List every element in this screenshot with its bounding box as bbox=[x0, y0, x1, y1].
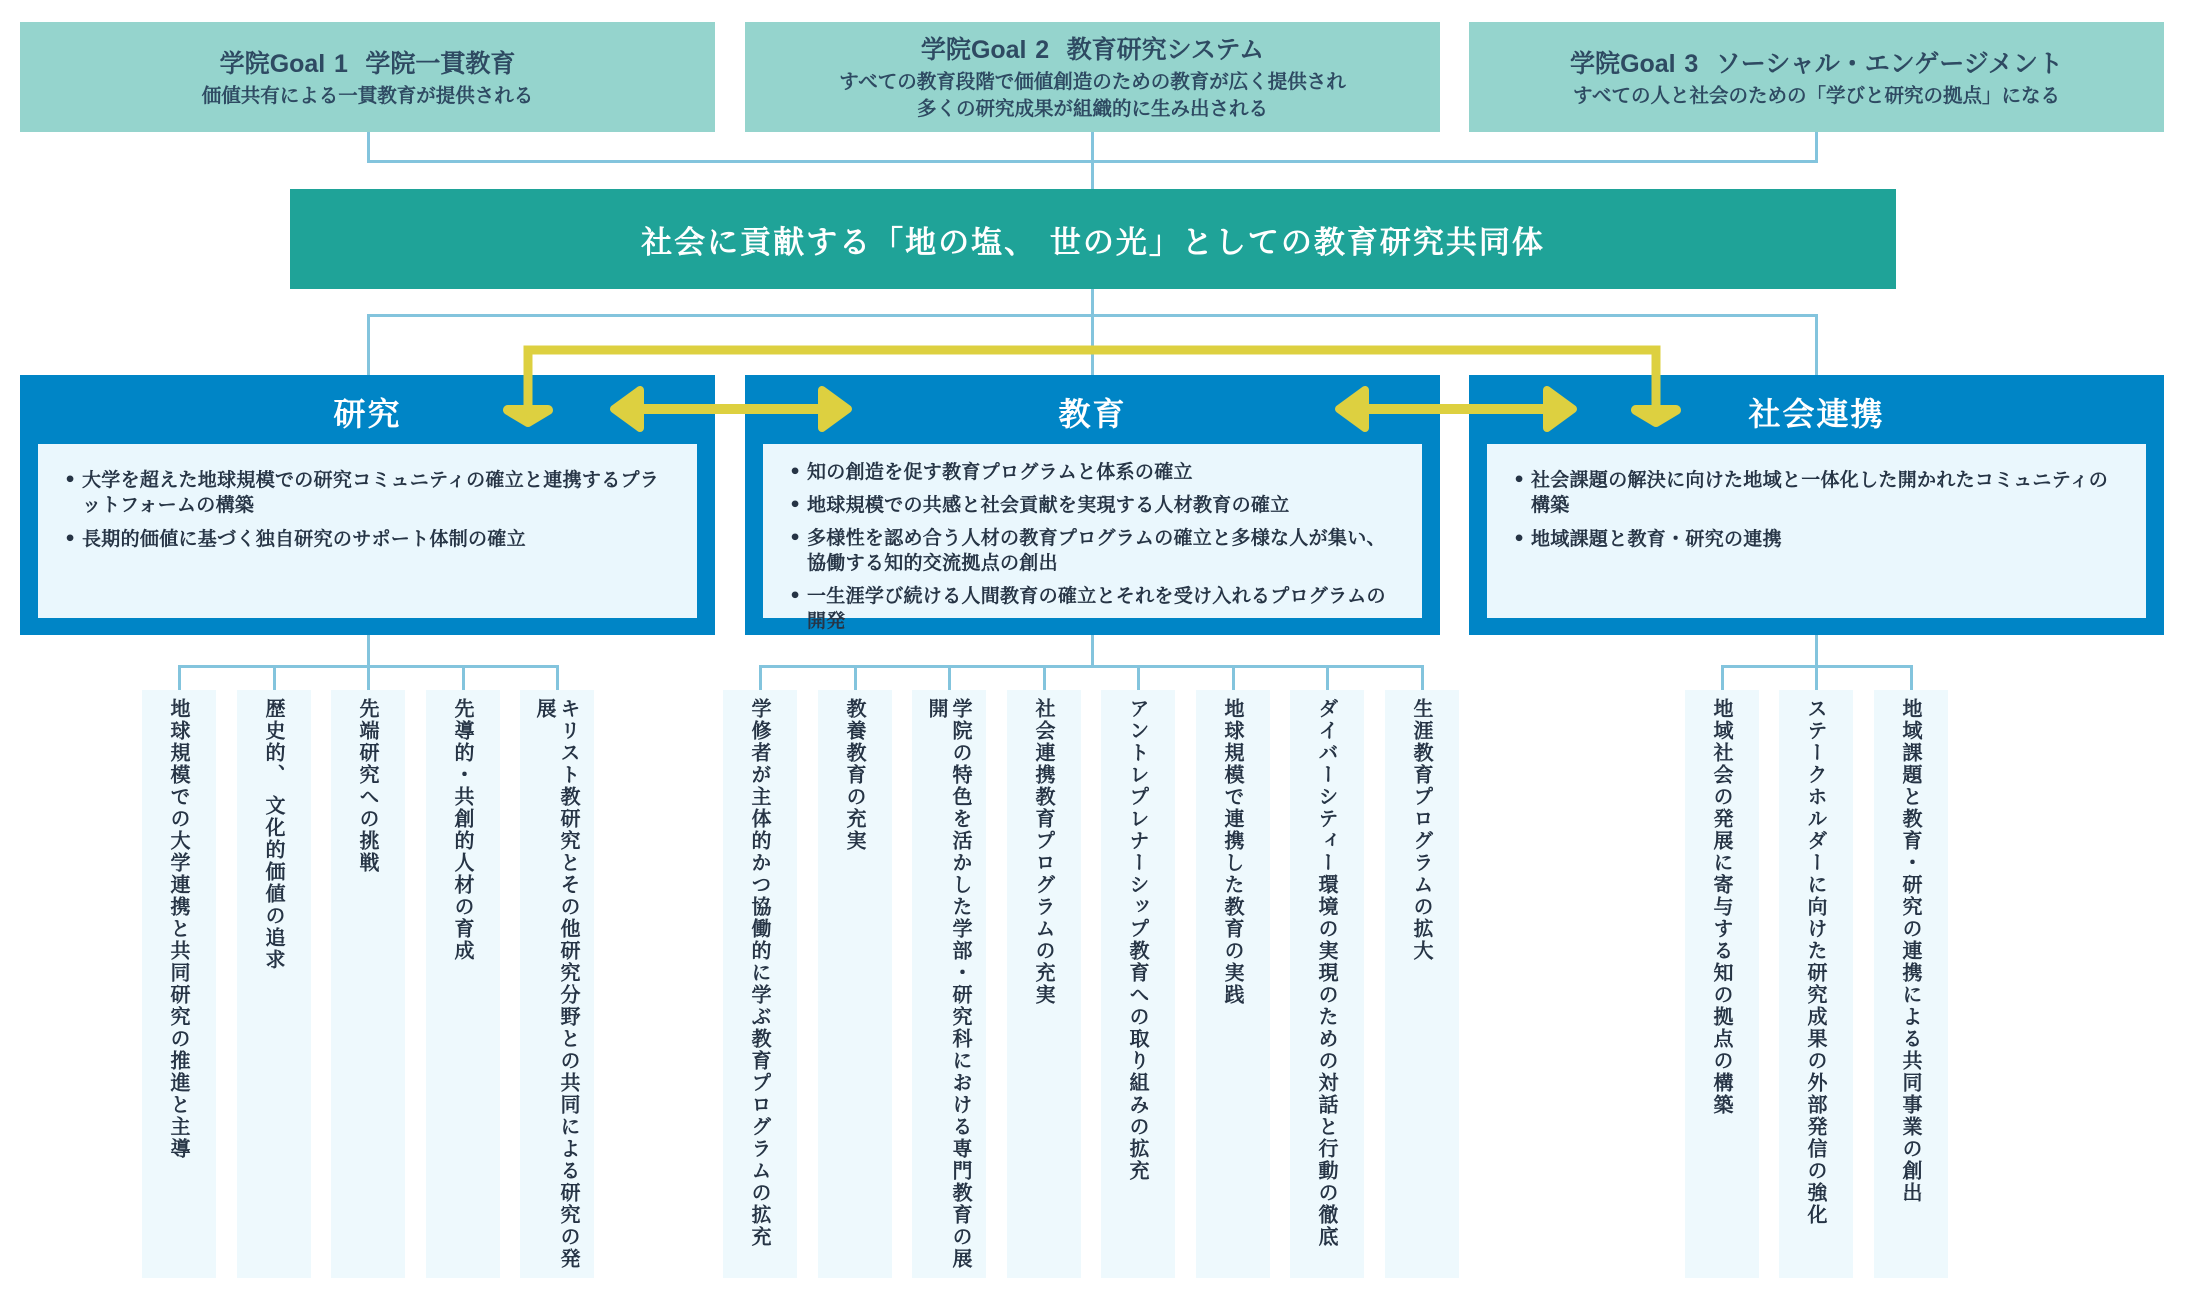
goal-2-prefix: 学院 bbox=[920, 35, 971, 64]
goal-2-name: 教育研究システム bbox=[1066, 35, 1265, 64]
goal-1-number: 1 bbox=[333, 49, 348, 78]
education-column-4 bbox=[1007, 690, 1081, 1278]
list-item: • 長期的価値に基づく独自研究のサポート体制の確立 bbox=[82, 527, 673, 552]
column-text: 地球規模での大学連携と共同研究の推進と主導 bbox=[167, 698, 191, 1160]
pillar-social-engagement-title: 社会連携 bbox=[1748, 395, 1885, 433]
column-text: 地域社会の発展に寄与する知の拠点の構築 bbox=[1710, 698, 1734, 1116]
research-column-1 bbox=[142, 690, 216, 1278]
column-text: 歴史的、 文化的価値の追求 bbox=[262, 698, 286, 971]
research-column-5 bbox=[520, 690, 594, 1278]
social-column-2 bbox=[1779, 690, 1853, 1278]
list-item: • 地球規模での共感と社会貢献を実現する人材教育の確立 bbox=[807, 493, 1398, 518]
column-text: 先導的・共創的人材の育成 bbox=[451, 698, 475, 962]
goal-3-prefix: 学院 bbox=[1570, 48, 1621, 78]
education-column-6 bbox=[1196, 690, 1270, 1278]
goal-2-number: 2 bbox=[1035, 36, 1050, 64]
research-column-4 bbox=[426, 690, 500, 1278]
education-column-2 bbox=[818, 690, 892, 1278]
list-item: • 一生涯学び続ける人間教育の確立とそれを受け入れるプログラムの開発 bbox=[807, 584, 1398, 634]
list-item: • 地域課題と教育・研究の連携 bbox=[1531, 527, 2122, 552]
column-text: アントレプレナーシップ教育への取り組みの拡充 bbox=[1126, 698, 1150, 1182]
goal-3-label: Goal bbox=[1620, 49, 1676, 78]
goal-1-prefix: 学院 bbox=[219, 48, 270, 78]
column-text: 生涯教育プログラムの拡大 bbox=[1410, 698, 1434, 962]
goal-2-label: Goal bbox=[970, 36, 1027, 64]
column-text: 地球規模で連携した教育の実践 bbox=[1221, 698, 1245, 1006]
pillar-education-title: 教育 bbox=[1058, 395, 1127, 433]
education-column-8 bbox=[1385, 690, 1459, 1278]
column-text: 学院の特色を活かした学部・研究科における専門教育の展開 bbox=[925, 698, 973, 1270]
arrowhead-down-icon bbox=[1636, 410, 1676, 422]
column-text: 教養教育の充実 bbox=[843, 698, 867, 852]
education-column-1 bbox=[723, 690, 797, 1278]
goal-1-label: Goal bbox=[269, 49, 326, 78]
goal-2-description-line-1: すべての教育段階で価値創造のための教育が広く提供され bbox=[839, 70, 1346, 93]
goal-3-number: 3 bbox=[1684, 49, 1699, 78]
list-item: • 社会課題の解決に向けた地域と一体化した開かれたコミュニティの構築 bbox=[1531, 468, 2122, 518]
column-text: 先端研究への挑戦 bbox=[356, 698, 380, 874]
list-item: • 多様性を認め合う人材の教育プログラムの確立と多様な人が集い、協働する知的交流拠点の創出 bbox=[807, 526, 1398, 576]
column-text: 学修者が主体的かつ協働的に学ぶ教育プログラムの拡充 bbox=[748, 698, 772, 1248]
education-column-7 bbox=[1290, 690, 1364, 1278]
double-arrow-icon bbox=[614, 390, 848, 428]
goal-3-name: ソーシャル・エンゲージメント bbox=[1715, 48, 2063, 78]
arrowhead-down-icon bbox=[508, 410, 548, 422]
column-text: 社会連携教育プログラムの充実 bbox=[1032, 698, 1056, 1006]
list-item: • 大学を超えた地球規模での研究コミュニティの確立と連携するプラットフォームの構築 bbox=[82, 468, 673, 518]
column-text: ステークホルダーに向けた研究成果の外部発信の強化 bbox=[1804, 698, 1828, 1226]
education-column-3 bbox=[912, 690, 986, 1278]
column-text: 地域課題と教育・研究の連携による共同事業の創出 bbox=[1899, 698, 1923, 1204]
social-column-1 bbox=[1685, 690, 1759, 1278]
goal-1-name: 学院一貫教育 bbox=[365, 48, 516, 78]
research-column-3 bbox=[331, 690, 405, 1278]
mission-banner: 社会に貢献する「地の塩、 世の光」としての教育研究共同体 bbox=[290, 189, 1896, 289]
research-column-2 bbox=[237, 690, 311, 1278]
goal-3-description: すべての人と社会のための「学びと研究の拠点」になる bbox=[1572, 83, 2061, 107]
education-column-5 bbox=[1101, 690, 1175, 1278]
goal-1-description: 価値共有による一貫教育が提供される bbox=[201, 83, 534, 107]
pillar-research-title: 研究 bbox=[333, 395, 402, 433]
list-item: • 知の創造を促す教育プログラムと体系の確立 bbox=[807, 460, 1398, 485]
column-text: キリスト教研究とその他研究分野との共同による研究の発展 bbox=[533, 698, 581, 1270]
social-column-3 bbox=[1874, 690, 1948, 1278]
double-arrow-icon bbox=[1339, 390, 1573, 428]
goal-2-description-line-2: 多くの研究成果が組織的に生み出される bbox=[916, 97, 1268, 120]
column-text: ダイバーシティー環境の実現のための対話と行動の徹底 bbox=[1315, 698, 1339, 1248]
